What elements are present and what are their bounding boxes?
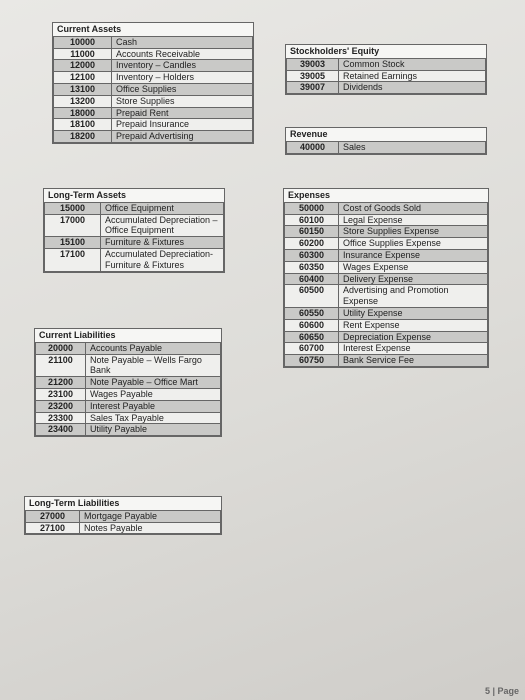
revenue-box bbox=[285, 127, 487, 155]
account-code: 60500 bbox=[285, 285, 339, 308]
account-name: Accounts Receivable bbox=[112, 48, 253, 60]
account-code: 27100 bbox=[26, 522, 80, 534]
account-row bbox=[26, 522, 221, 534]
account-name: Accounts Payable bbox=[86, 342, 221, 354]
long-term-liabilities-title: Long-Term Liabilities bbox=[29, 498, 120, 508]
account-code: 60650 bbox=[285, 331, 339, 343]
account-name: Bank Service Fee bbox=[339, 355, 488, 367]
account-row bbox=[54, 60, 253, 72]
account-code: 39007 bbox=[287, 82, 339, 94]
long-term-assets-table bbox=[44, 202, 224, 272]
account-row bbox=[285, 261, 488, 273]
account-name: Accumulated Depreciation –Office Equipment bbox=[101, 214, 224, 237]
account-row bbox=[285, 249, 488, 261]
long-term-liabilities-box bbox=[24, 496, 222, 535]
account-row bbox=[54, 36, 253, 48]
account-name: Interest Expense bbox=[339, 343, 488, 355]
account-row bbox=[45, 214, 224, 237]
current-liabilities-table bbox=[35, 342, 221, 436]
account-code: 23400 bbox=[36, 424, 86, 436]
account-name: Prepaid Insurance bbox=[112, 119, 253, 131]
account-row bbox=[36, 400, 221, 412]
account-name: Depreciation Expense bbox=[339, 331, 488, 343]
account-row bbox=[45, 202, 224, 214]
account-code: 12100 bbox=[54, 72, 112, 84]
account-code: 60400 bbox=[285, 273, 339, 285]
account-name: Office Supplies bbox=[112, 83, 253, 95]
account-name: Utility Expense bbox=[339, 307, 488, 319]
stockholders-equity-box bbox=[285, 44, 487, 95]
account-code: 10000 bbox=[54, 36, 112, 48]
account-code: 13200 bbox=[54, 95, 112, 107]
account-code: 40000 bbox=[287, 141, 339, 153]
account-row bbox=[285, 319, 488, 331]
account-row bbox=[26, 510, 221, 522]
account-row bbox=[36, 354, 221, 377]
account-code: 23200 bbox=[36, 400, 86, 412]
long-term-liabilities-table bbox=[25, 510, 221, 535]
account-name: Store Supplies bbox=[112, 95, 253, 107]
account-code: 39003 bbox=[287, 58, 339, 70]
account-code: 60300 bbox=[285, 249, 339, 261]
account-name: Store Supplies Expense bbox=[339, 226, 488, 238]
account-name: Utility Payable bbox=[86, 424, 221, 436]
account-row bbox=[54, 107, 253, 119]
account-code: 27000 bbox=[26, 510, 80, 522]
account-code: 15000 bbox=[45, 202, 101, 214]
account-row bbox=[36, 412, 221, 424]
account-code: 60700 bbox=[285, 343, 339, 355]
account-row bbox=[285, 307, 488, 319]
account-name: Office Supplies Expense bbox=[339, 238, 488, 250]
account-row bbox=[54, 48, 253, 60]
account-code: 21100 bbox=[36, 354, 86, 377]
revenue-table bbox=[286, 141, 486, 154]
account-name: Inventory – Holders bbox=[112, 72, 253, 84]
expenses-box bbox=[283, 188, 489, 368]
account-row bbox=[54, 95, 253, 107]
account-row bbox=[54, 119, 253, 131]
account-name: Note Payable – Office Mart bbox=[86, 377, 221, 389]
account-name: Inventory – Candles bbox=[112, 60, 253, 72]
account-name: Common Stock bbox=[339, 58, 486, 70]
page-number: 5 | Page bbox=[484, 686, 519, 696]
account-row bbox=[287, 141, 486, 153]
account-code: 60550 bbox=[285, 307, 339, 319]
account-name: Prepaid Rent bbox=[112, 107, 253, 119]
account-name: Insurance Expense bbox=[339, 249, 488, 261]
account-name: Dividends bbox=[339, 82, 486, 94]
account-code: 18200 bbox=[54, 131, 112, 143]
revenue-title: Revenue bbox=[290, 129, 328, 139]
account-row bbox=[287, 70, 486, 82]
account-code: 11000 bbox=[54, 48, 112, 60]
account-name: Furniture & Fixtures bbox=[101, 237, 224, 249]
account-name: Sales bbox=[339, 141, 486, 153]
account-name: Legal Expense bbox=[339, 214, 488, 226]
account-code: 18000 bbox=[54, 107, 112, 119]
account-row bbox=[36, 424, 221, 436]
account-name: Retained Earnings bbox=[339, 70, 486, 82]
current-assets-table bbox=[53, 36, 253, 143]
account-code: 39005 bbox=[287, 70, 339, 82]
account-code: 20000 bbox=[36, 342, 86, 354]
account-row bbox=[287, 58, 486, 70]
account-row bbox=[45, 237, 224, 249]
account-code: 15100 bbox=[45, 237, 101, 249]
account-code: 17000 bbox=[45, 214, 101, 237]
account-name: Note Payable – Wells Fargo Bank bbox=[86, 354, 221, 377]
account-name: Prepaid Advertising bbox=[112, 131, 253, 143]
account-code: 13100 bbox=[54, 83, 112, 95]
account-row bbox=[285, 343, 488, 355]
account-row bbox=[285, 214, 488, 226]
account-name: Cash bbox=[112, 36, 253, 48]
account-name: Advertising and Promotion Expense bbox=[339, 285, 488, 308]
account-name: Notes Payable bbox=[80, 522, 221, 534]
account-name: Office Equipment bbox=[101, 202, 224, 214]
account-row bbox=[285, 273, 488, 285]
account-name: Accumulated Depreciation-Furniture & Fixtures bbox=[101, 248, 224, 271]
account-code: 60150 bbox=[285, 226, 339, 238]
account-code: 60100 bbox=[285, 214, 339, 226]
current-liabilities-box bbox=[34, 328, 222, 437]
account-row bbox=[54, 72, 253, 84]
account-row bbox=[285, 285, 488, 308]
account-row bbox=[287, 82, 486, 94]
account-row bbox=[36, 342, 221, 354]
account-row bbox=[285, 355, 488, 367]
stockholders-equity-title: Stockholders' Equity bbox=[290, 46, 380, 56]
account-row bbox=[36, 377, 221, 389]
current-liabilities-title: Current Liabilities bbox=[39, 330, 116, 340]
account-code: 17100 bbox=[45, 248, 101, 271]
account-row bbox=[45, 248, 224, 271]
account-code: 50000 bbox=[285, 202, 339, 214]
account-code: 12000 bbox=[54, 60, 112, 72]
account-row bbox=[54, 83, 253, 95]
account-name: Delivery Expense bbox=[339, 273, 488, 285]
account-name: Wages Expense bbox=[339, 261, 488, 273]
account-name: Rent Expense bbox=[339, 319, 488, 331]
account-code: 23300 bbox=[36, 412, 86, 424]
account-code: 23100 bbox=[36, 388, 86, 400]
current-assets-box bbox=[52, 22, 254, 144]
expenses-title: Expenses bbox=[288, 190, 331, 200]
account-row bbox=[285, 331, 488, 343]
account-row bbox=[54, 131, 253, 143]
account-name: Cost of Goods Sold bbox=[339, 202, 488, 214]
stockholders-equity-table bbox=[286, 58, 486, 94]
account-code: 60750 bbox=[285, 355, 339, 367]
account-code: 18100 bbox=[54, 119, 112, 131]
account-name: Wages Payable bbox=[86, 388, 221, 400]
account-row bbox=[36, 388, 221, 400]
long-term-assets-box bbox=[43, 188, 225, 273]
account-code: 60200 bbox=[285, 238, 339, 250]
account-code: 60350 bbox=[285, 261, 339, 273]
account-name: Interest Payable bbox=[86, 400, 221, 412]
expenses-table bbox=[284, 202, 488, 367]
account-name: Sales Tax Payable bbox=[86, 412, 221, 424]
account-code: 60600 bbox=[285, 319, 339, 331]
long-term-assets-title: Long-Term Assets bbox=[48, 190, 127, 200]
account-row bbox=[285, 226, 488, 238]
account-row bbox=[285, 238, 488, 250]
account-name: Mortgage Payable bbox=[80, 510, 221, 522]
account-row bbox=[285, 202, 488, 214]
account-code: 21200 bbox=[36, 377, 86, 389]
current-assets-title: Current Assets bbox=[57, 24, 122, 34]
